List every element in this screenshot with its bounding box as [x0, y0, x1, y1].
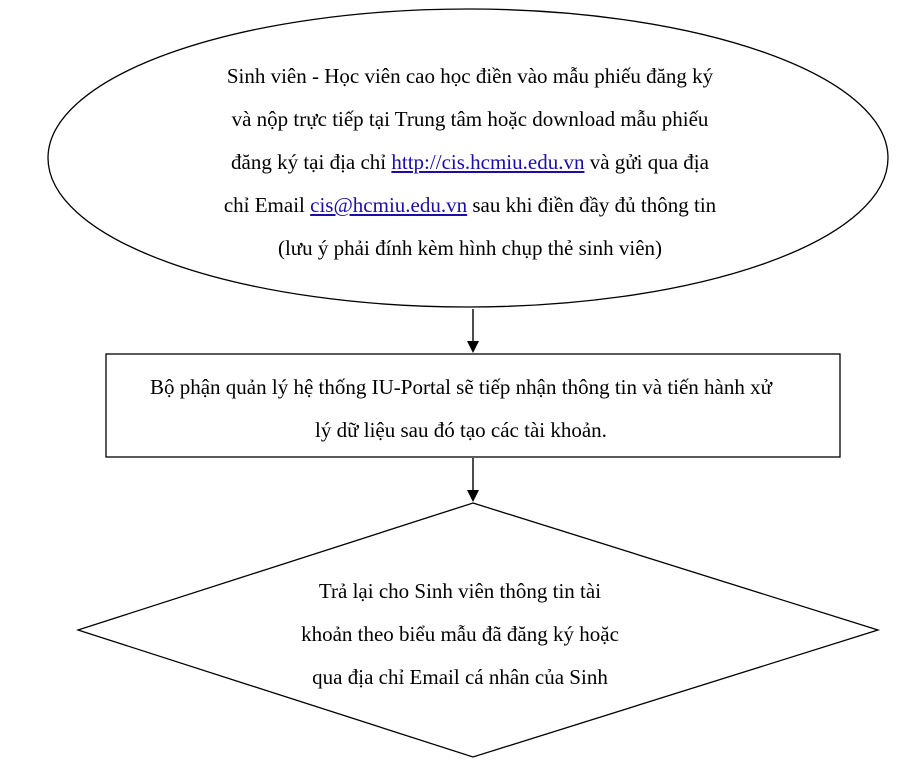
cis-email-link[interactable]: cis@hcmiu.edu.vn	[310, 193, 468, 217]
start-line-1: Sinh viên - Học viên cao học điền vào mẫu phiếu đăng ký	[226, 64, 714, 88]
decision-line-1: Trả lại cho Sinh viên thông tin tài	[318, 579, 602, 603]
start-line-4-text-before: chỉ Email	[223, 193, 311, 217]
arrowhead-1	[467, 341, 479, 353]
start-line-2: và nộp trực tiếp tại Trung tâm hoặc download mẫu phiếu	[231, 107, 709, 131]
decision-line-3: qua địa chỉ Email cá nhân của Sinh	[312, 665, 608, 689]
start-node-text	[170, 55, 770, 270]
start-line-3	[170, 141, 770, 184]
decision-node-text	[250, 570, 670, 699]
start-line-5: (lưu ý phải đính kèm hình chụp thẻ sinh viên)	[277, 236, 663, 260]
cis-website-link[interactable]: http://cis.hcmiu.edu.vn	[391, 150, 585, 174]
start-line-3-text-after: và gửi qua địa	[584, 150, 709, 174]
process-line-2: lý dữ liệu sau đó tạo các tài khoản.	[315, 418, 607, 442]
start-line-4-text-after: sau khi điền đầy đủ thông tin	[467, 193, 717, 217]
arrowhead-2	[467, 490, 479, 502]
start-line-4	[170, 184, 770, 227]
decision-line-2: khoản theo biểu mẫu đã đăng ký hoặc	[301, 622, 619, 646]
start-line-3-text-before: đăng ký tại địa chỉ	[231, 150, 392, 174]
process-node-text	[108, 366, 814, 452]
process-line-1: Bộ phận quản lý hệ thống IU-Portal sẽ tiếp nhận thông tin và tiến hành xử	[149, 375, 773, 399]
